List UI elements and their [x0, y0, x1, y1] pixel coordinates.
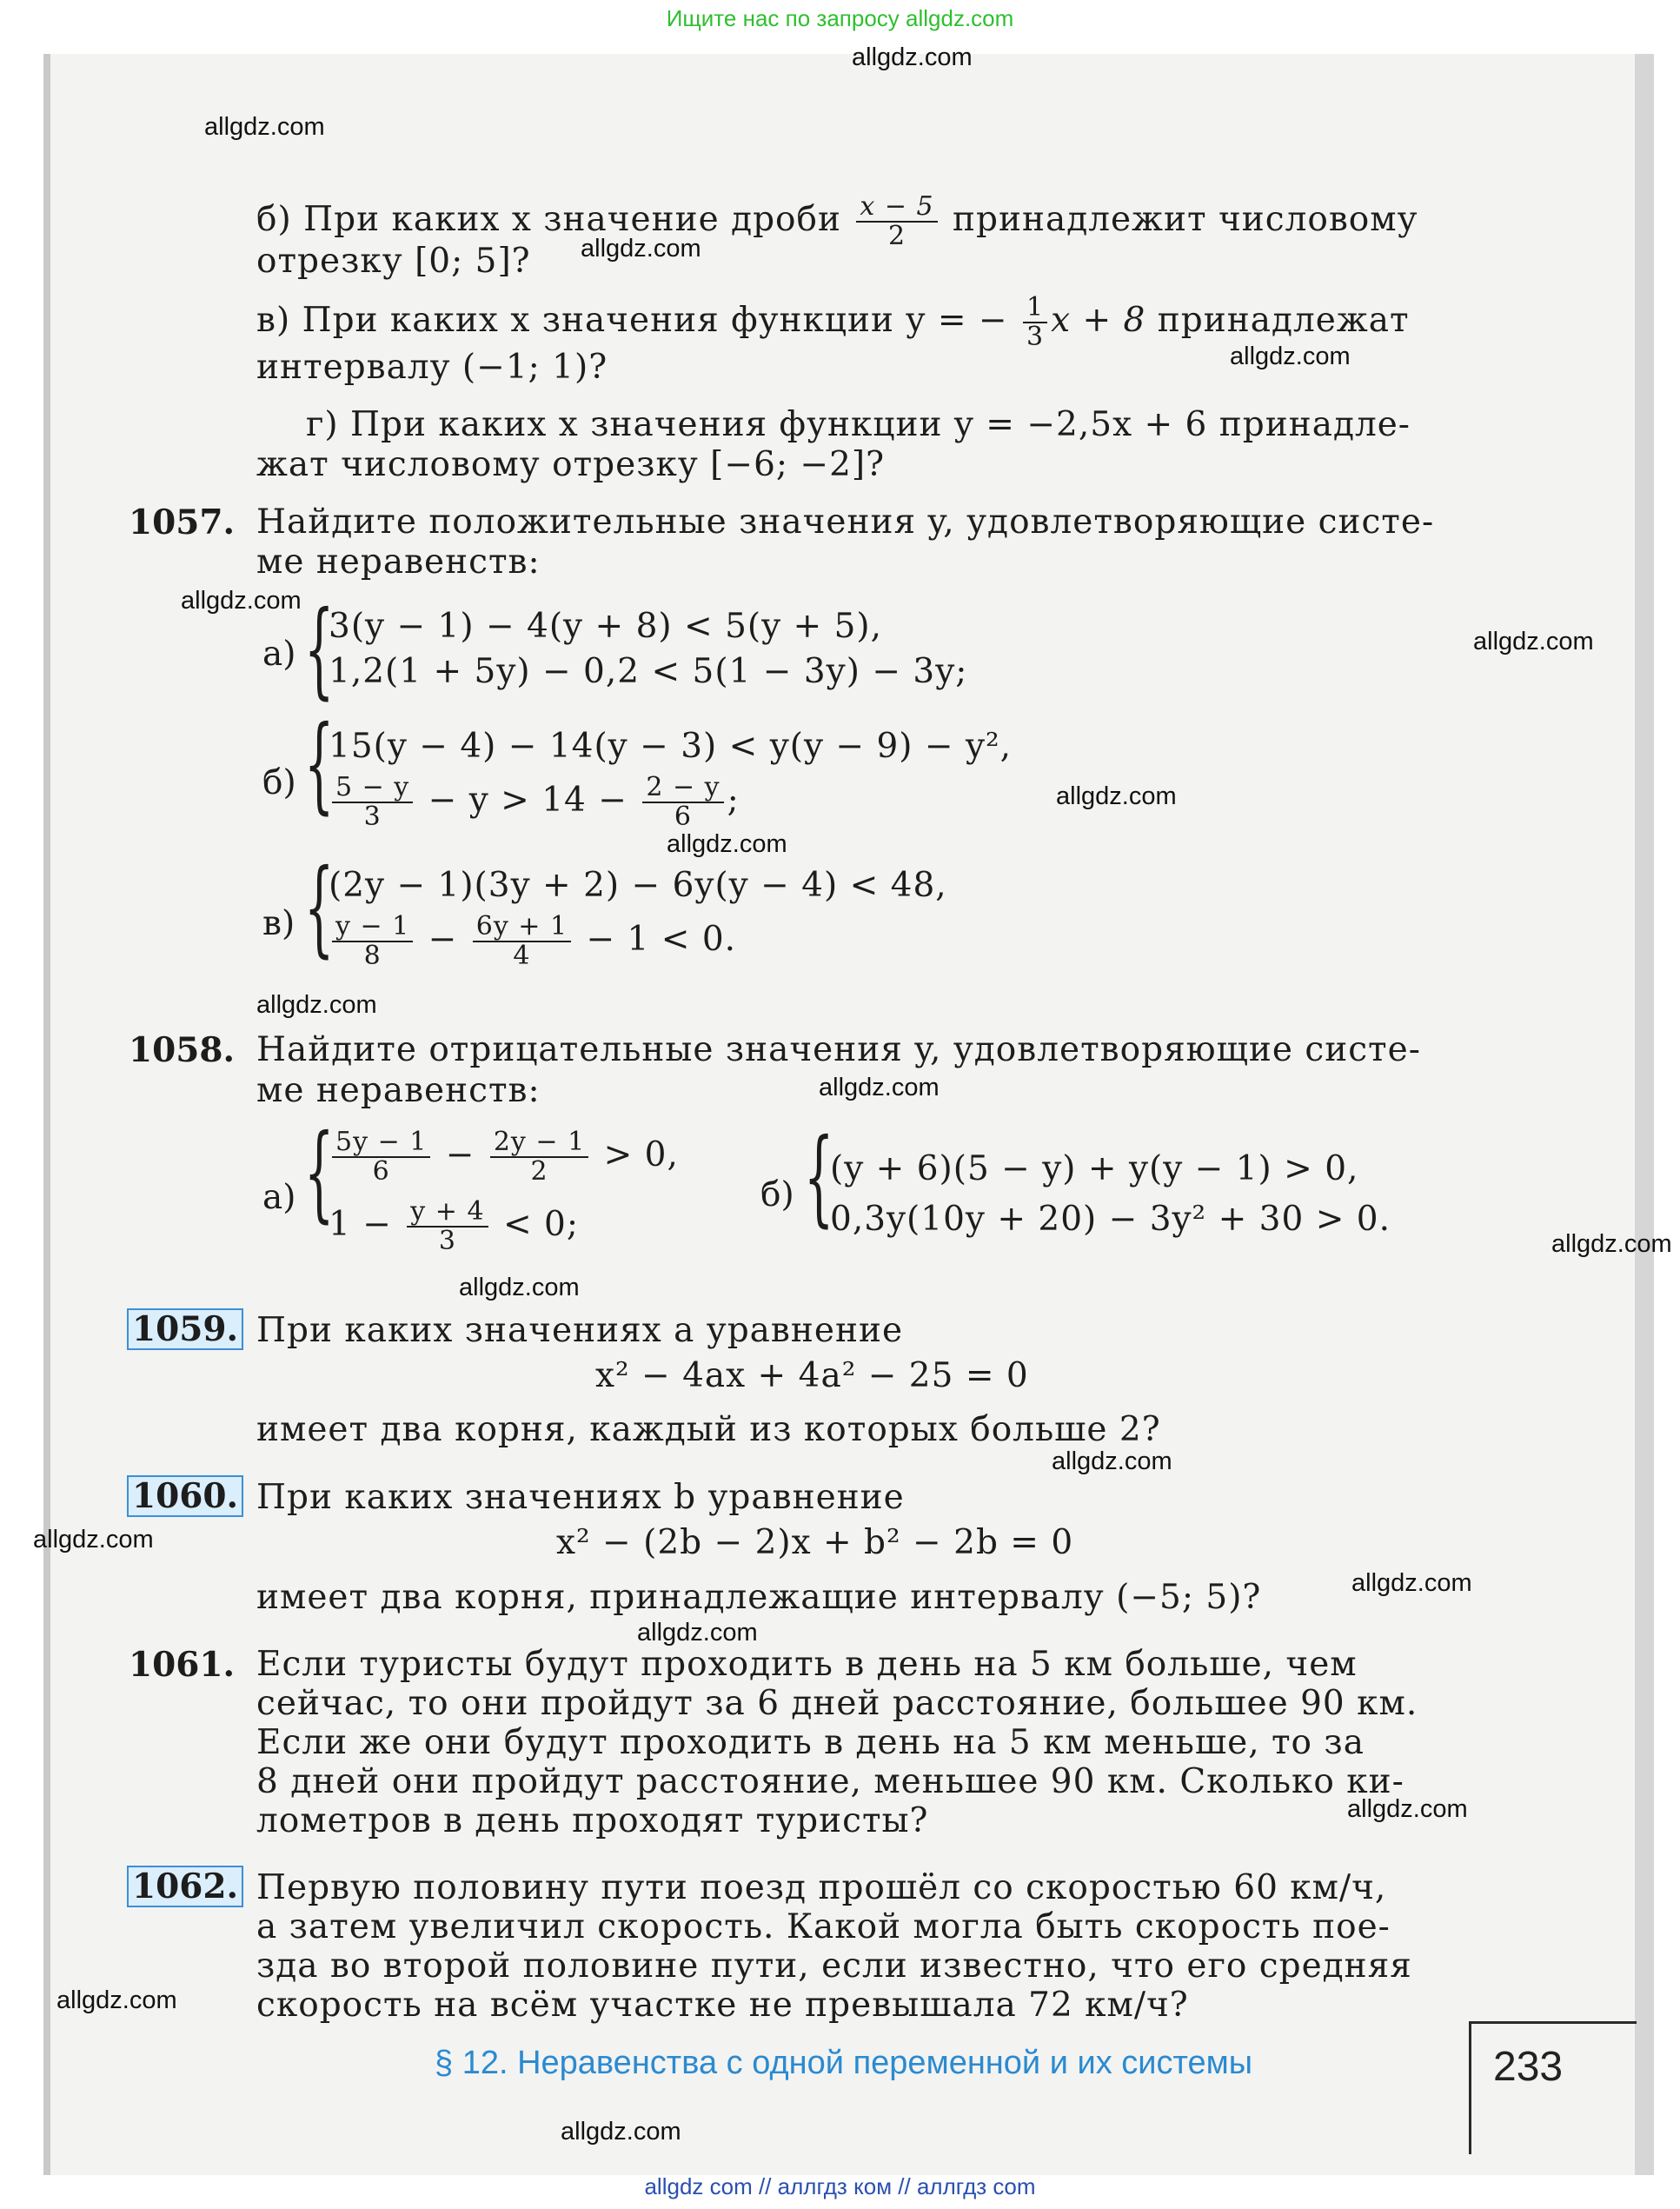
page-edge-left: [43, 54, 50, 2175]
exercise-text: 8 дней они пройдут расстояние, меньшее 90 км. Сколько ки-: [256, 1762, 1404, 1801]
exercise-text: Если же они будут проходить в день на 5 км меньше, то за: [256, 1723, 1365, 1762]
exercise-text: Найдите отрицательные значения y, удовлетворяющие систе-: [256, 1030, 1421, 1069]
system-eq: 1,2(1 + 5y) − 0,2 < 5(1 − 3y) − 3y;: [329, 652, 968, 691]
top-search-note[interactable]: Ищите нас по запросу allgdz.com: [666, 5, 1014, 31]
watermark: allgdz.com: [819, 1074, 940, 1101]
system-brace: {: [304, 589, 335, 710]
watermark: allgdz.com: [1347, 1795, 1468, 1823]
system-eq: 15(y − 4) − 14(y − 3) < y(y − 9) − y²,: [329, 727, 1013, 766]
exercise-text: лометров в день проходят туристы?: [256, 1801, 929, 1840]
page-edge-right: [1635, 54, 1654, 2175]
exercise-text: скорость на всём участке не превышала 72 км/ч?: [256, 1986, 1189, 2025]
fraction: $\frac{5 - y}{3}$: [332, 774, 413, 831]
system-brace: {: [304, 848, 335, 968]
fraction: $\frac{2y - 1}{2}$: [490, 1128, 588, 1186]
watermark: allgdz.com: [204, 113, 325, 141]
exercise-number: 1057.: [129, 502, 236, 542]
watermark: allgdz.com: [1351, 1569, 1472, 1597]
prev-g-line1: г) При каких x значения функции y = −2,5x + 6 принадле-: [306, 405, 1411, 444]
watermark: allgdz.com: [1551, 1230, 1672, 1258]
part-label: б): [760, 1175, 794, 1214]
watermark: allgdz.com: [1473, 628, 1594, 655]
part-label: в): [262, 904, 295, 943]
system-brace: {: [304, 1113, 335, 1234]
exercise-text: ме неравенств:: [256, 1071, 541, 1110]
bottom-note[interactable]: allgdz com // аллгдз ком // аллгдз com: [644, 2173, 1036, 2199]
watermark: allgdz.com: [561, 2118, 681, 2146]
prev-b-line1: б) При каких x значение дроби $\frac{x - 5}{2}$ принадлежит числовому: [256, 191, 1418, 251]
fraction: $\frac{5y - 1}{6}$: [332, 1128, 430, 1186]
exercise-text: имеет два корня, принадлежащие интервалу (−5; 5)?: [256, 1578, 1262, 1617]
system-brace: {: [304, 704, 335, 825]
part-label: б): [262, 763, 296, 802]
system-eq: $\frac{y - 1}{8}$ − $\frac{6y + 1}{4}$ − 1 < 0.: [329, 913, 736, 970]
exercise-text: сейчас, то они пройдут за 6 дней расстояние, большее 90 км.: [256, 1684, 1418, 1723]
system-eq: $\frac{5y - 1}{6}$ − $\frac{2y - 1}{2}$ > 0,: [329, 1128, 679, 1186]
part-label: а): [262, 635, 296, 674]
prev-b-line2: отрезку [0; 5]?: [256, 242, 531, 281]
exercise-text: ме неравенств:: [256, 542, 541, 582]
watermark: allgdz.com: [667, 830, 787, 858]
watermark: allgdz.com: [33, 1526, 154, 1554]
exercise-number-highlighted: 1060.: [127, 1475, 243, 1517]
prev-v-line1: в) При каких x значения функции y = − $\frac{1}{3}$ x + 8 принадлежат: [256, 292, 1410, 352]
exercise-text: а затем увеличил скорость. Какой могла быть скорость пое-: [256, 1907, 1391, 1946]
exercise-text: Первую половину пути поезд прошёл со скоростью 60 км/ч,: [256, 1868, 1387, 1907]
equation: x² − (2b − 2)x + b² − 2b = 0: [556, 1523, 1074, 1562]
exercise-text: Если туристы будут проходить в день на 5 км больше, чем: [256, 1645, 1358, 1684]
system-brace: {: [804, 1117, 834, 1238]
system-eq: 3(y − 1) − 4(y + 8) < 5(y + 5),: [329, 607, 883, 646]
fraction: $\frac{6y + 1}{4}$: [473, 913, 571, 970]
equation: x² − 4ax + 4a² − 25 = 0: [595, 1356, 1029, 1395]
exercise-text: Найдите положительные значения y, удовлетворяющие систе-: [256, 502, 1435, 542]
system-eq: 1 − $\frac{y + 4}{3}$ < 0;: [329, 1196, 579, 1256]
exercise-number-highlighted: 1062.: [127, 1866, 243, 1907]
fraction: $\frac{1}{3}$: [1023, 294, 1047, 351]
part-label: а): [262, 1178, 296, 1217]
prev-g-line2: жат числовому отрезку [−6; −2]?: [256, 445, 886, 484]
watermark: allgdz.com: [459, 1274, 580, 1301]
watermark: allgdz.com: [1056, 782, 1177, 810]
watermark: allgdz.com: [1230, 343, 1351, 370]
fraction: $\frac{y + 4}{3}$: [407, 1198, 488, 1255]
system-eq: $\frac{5 - y}{3}$ − y > 14 − $\frac{2 - y}{6}$ ;: [329, 774, 740, 831]
system-eq: (y + 6)(5 − y) + y(y − 1) > 0,: [830, 1149, 1359, 1188]
prev-v-line2: интервалу (−1; 1)?: [256, 348, 608, 387]
exercise-number-highlighted: 1059.: [127, 1308, 243, 1350]
watermark: allgdz.com: [256, 991, 377, 1019]
watermark: allgdz.com: [1052, 1447, 1172, 1475]
exercise-text: зда во второй половине пути, если известно, что его средняя: [256, 1946, 1412, 1986]
watermark: allgdz.com: [56, 1986, 177, 2014]
watermark: allgdz.com: [637, 1619, 758, 1647]
exercise-text: имеет два корня, каждый из которых больше 2?: [256, 1410, 1161, 1449]
watermark: allgdz.com: [581, 235, 701, 263]
fraction: $\frac{2 - y}{6}$: [642, 774, 723, 831]
fraction: $\frac{y - 1}{8}$: [332, 913, 413, 970]
exercise-text: При каких значениях a уравнение: [256, 1311, 904, 1350]
system-eq: (2y − 1)(3y + 2) − 6y(y − 4) < 48,: [329, 866, 947, 905]
fraction: $\frac{x - 5}{2}$: [856, 193, 937, 250]
watermark: allgdz.com: [852, 43, 973, 71]
section-footer: § 12. Неравенства с одной переменной и их системы: [435, 2045, 1253, 2081]
exercise-number: 1061.: [129, 1645, 236, 1685]
system-eq: 0,3y(10y + 20) − 3y² + 30 > 0.: [830, 1200, 1391, 1239]
page-number: 233: [1493, 2044, 1564, 2090]
exercise-text: При каких значениях b уравнение: [256, 1478, 905, 1517]
watermark: allgdz.com: [181, 587, 302, 615]
exercise-number: 1058.: [129, 1030, 236, 1070]
